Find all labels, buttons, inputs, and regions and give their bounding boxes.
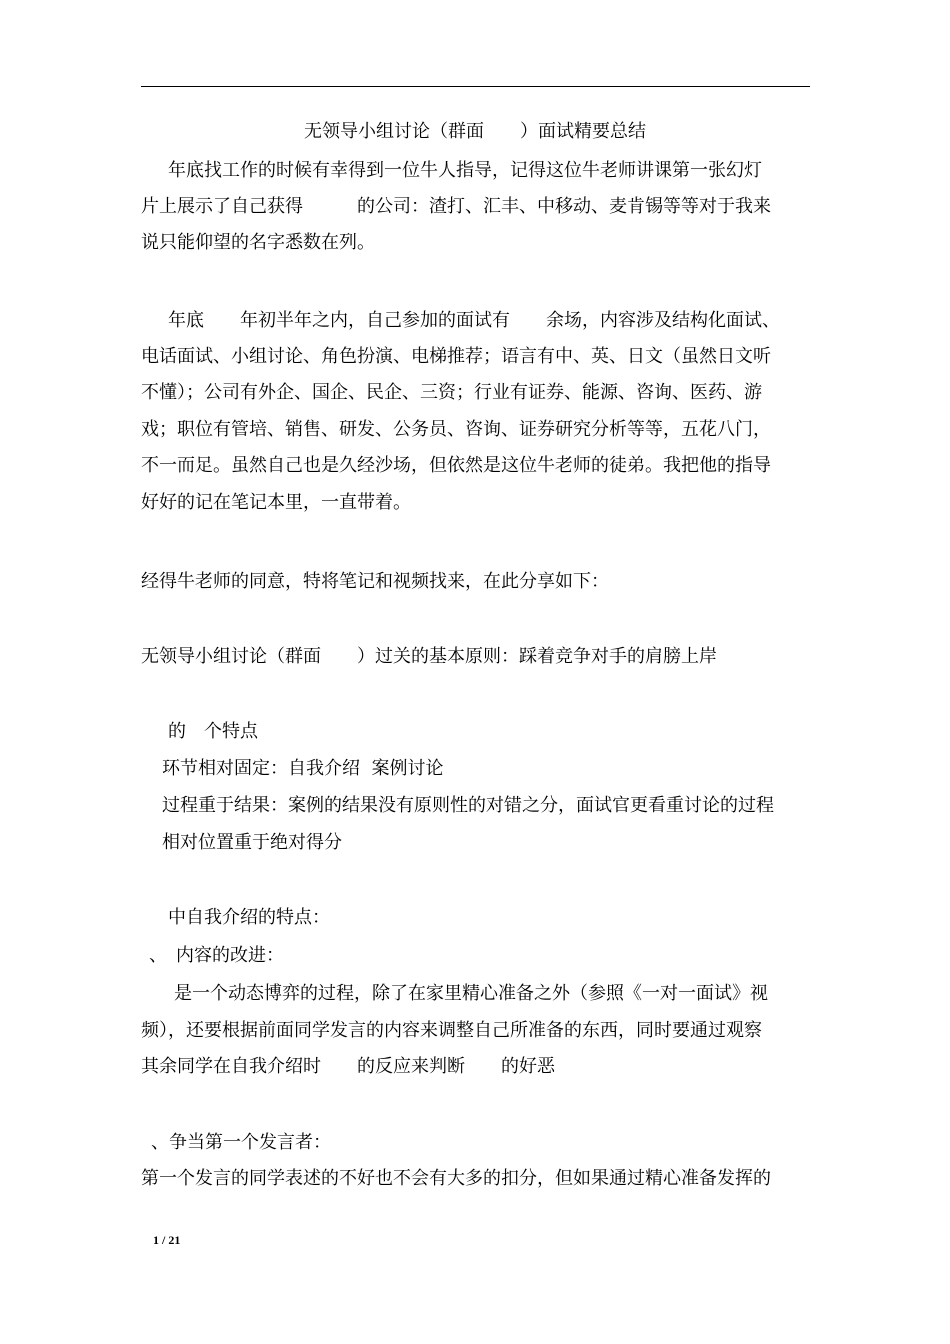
feature-3: 相对位置重于绝对得分 xyxy=(162,832,342,853)
basic-principle: 无领导小组讨论（群面 ）过关的基本原则：踩着竞争对手的肩膀上岸 xyxy=(141,646,717,667)
paragraph-3: 经得牛老师的同意，特将笔记和视频找来，在此分享如下： xyxy=(141,571,609,592)
feature-1: 环节相对固定：自我介绍 案例讨论 xyxy=(162,758,444,779)
item-1-line-3: 其余同学在自我介绍时 的反应来判断 的好恶 xyxy=(141,1056,555,1077)
item-1-line-2: 频），还要根据前面同学发言的内容来调整自己所准备的东西，同时要通过观察 xyxy=(141,1020,762,1041)
item-2-heading: 、争当第一个发言者： xyxy=(151,1132,331,1153)
intro-heading: 中自我介绍的特点： xyxy=(168,907,330,928)
item-1-line-1: 是一个动态博弈的过程，除了在家里精心准备之外（参照《一对一面试》视 xyxy=(174,983,768,1004)
paragraph-2-line-5: 不一而足。虽然自己也是久经沙场，但依然是这位牛老师的徒弟。我把他的指导 xyxy=(141,455,771,476)
feature-2: 过程重于结果：案例的结果没有原则性的对错之分，面试官更看重讨论的过程 xyxy=(162,795,774,816)
paragraph-2-line-2: 电话面试、小组讨论、角色扮演、电梯推荐；语言有中、英、日文（虽然日文听 xyxy=(141,346,771,367)
paragraph-2-line-1: 年底 年初半年之内，自己参加的面试有 余场，内容涉及结构化面试、 xyxy=(168,310,780,331)
paragraph-1-line-2: 片上展示了自己获得 的公司：渣打、汇丰、中移动、麦肯锡等等对于我来 xyxy=(141,196,771,217)
paragraph-1-line-1: 年底找工作的时候有幸得到一位牛人指导，记得这位牛老师讲课第一张幻灯 xyxy=(168,160,762,181)
item-2-line-1: 第一个发言的同学表述的不好也不会有大多的扣分，但如果通过精心准备发挥的 xyxy=(141,1168,771,1189)
paragraph-1-line-3: 说只能仰望的名字悉数在列。 xyxy=(141,232,375,253)
item-1-heading: 、 内容的改进： xyxy=(149,945,284,966)
paragraph-2-line-4: 戏；职位有管培、销售、研发、公务员、咨询、证券研究分析等等，五花八门， xyxy=(141,419,771,440)
paragraph-2-line-6: 好好的记在笔记本里，一直带着。 xyxy=(141,492,411,513)
page-number: 1 / 21 xyxy=(153,1233,181,1247)
document-title: 无领导小组讨论（群面 ）面试精要总结 xyxy=(304,121,646,142)
paragraph-2-line-3: 不懂）；公司有外企、国企、民企、三资；行业有证券、能源、咨询、医药、游 xyxy=(141,382,762,403)
header-rule xyxy=(141,86,810,87)
features-heading: 的 个特点 xyxy=(168,721,258,742)
